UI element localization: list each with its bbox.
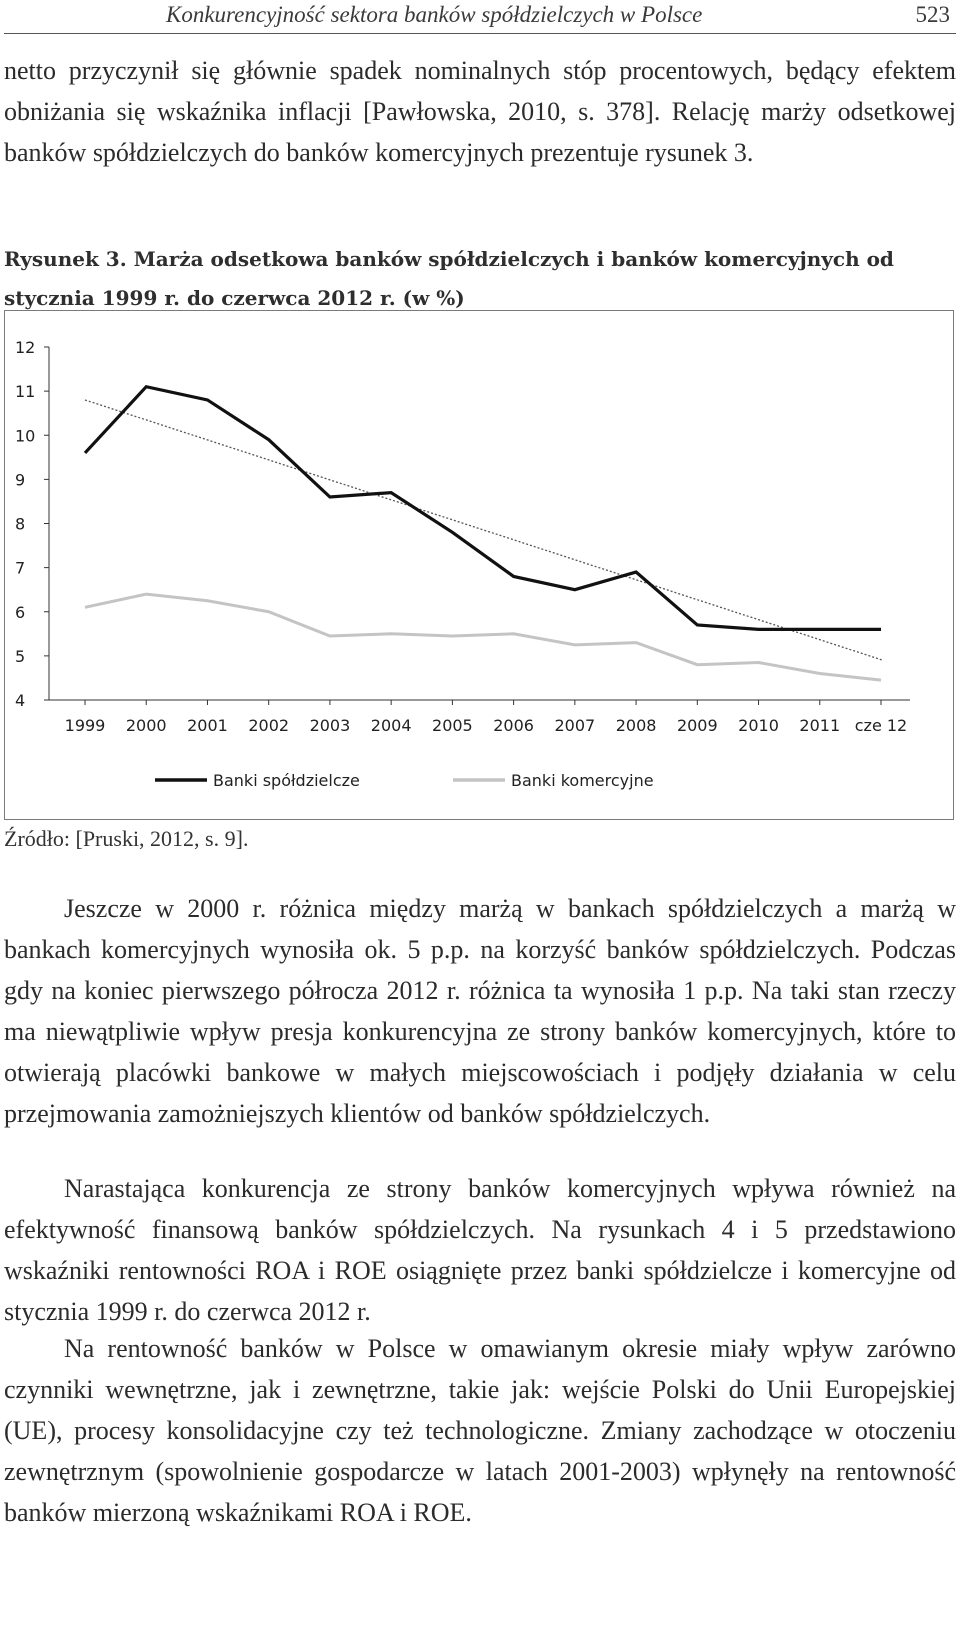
figure-source: Źródło: [Pruski, 2012, s. 9].	[4, 826, 249, 851]
y-tick-label: 11	[15, 382, 36, 402]
y-tick-label: 9	[15, 470, 26, 490]
header-rule	[4, 33, 956, 34]
x-tick-label: 2009	[676, 716, 718, 735]
x-tick-label: 2004	[370, 716, 412, 735]
x-tick-label: cze 12	[854, 716, 908, 735]
trendline	[85, 400, 883, 660]
y-tick-label: 8	[15, 514, 26, 534]
legend-commercial-label: Banki komercyjne	[511, 771, 654, 790]
interest-margin-chart	[5, 311, 955, 821]
y-tick-label: 12	[15, 338, 36, 357]
paragraph-competition: Narastająca konkurencja ze strony banków komercyjnych wpływa również na efektywność finansową banków spółdzielczych. Na rysunkach 4 i 5 przedstawiono wskaźniki rentowności ROA i ROE osiągnięte przez banki spółdzielcze i komercyjne od stycznia 1999 r. do czerwca 2012 r.	[4, 1174, 956, 1326]
figure-caption: Rysunek 3. Marża odsetkowa banków spółdzielczych i banków komercyjnych od stycznia 1999 r. do czerwca 2012 r. (w %)	[4, 247, 894, 310]
paragraph-intro: netto przyczynił się głównie spadek nominalnych stóp procentowych, będący efektem obniżania się wskaźnika inflacji [Pawłowska, 2010, s. 378]. Relację marży odsetkowej banków spółdzielczych do banków komercyjnych prezentuje rysunek 3.	[4, 56, 956, 167]
x-tick-label: 2001	[187, 716, 228, 735]
page-header	[0, 0, 960, 34]
y-tick-label: 5	[15, 646, 26, 666]
y-tick-label: 10	[15, 426, 36, 446]
x-tick-label: 2005	[432, 716, 473, 735]
page-number: 523	[915, 2, 950, 27]
paragraph-profitability: Na rentowność banków w Polsce w omawianym okresie miały wpływ zarówno czynniki wewnętrzne, jak i zewnętrzne, takie jak: wejście Polski do Unii Europejskiej (UE), procesy konsolidacyjne czy też technologiczne. Zmiany zachodzące w otoczeniu zewnętrznym (spowolnienie gospodarcze w latach 2001-2003) wpłynęły na rentowność banków mierzoną wskaźnikami ROA i ROE.	[4, 1334, 956, 1527]
x-tick-label: 1999	[64, 716, 106, 735]
chart-frame	[4, 310, 954, 820]
paragraph-margin-difference: Jeszcze w 2000 r. różnica między marżą w bankach spółdzielczych a marżą w bankach komercyjnych wynosiła ok. 5 p.p. na korzyść banków spółdzielczych. Podczas gdy na koniec pierwszego półrocza 2012 r. różnica ta wynosiła 1 p.p. Na taki stan rzeczy ma niewątpliwie wpływ presja konkurencyjna ze strony banków komercyjnych, które to otwierają placówki bankowe w małych miejscowościach i podjęły działania w celu przejmowania zamożniejszych klientów od banków spółdzielczych.	[4, 894, 956, 1128]
y-tick-label: 6	[15, 602, 26, 622]
running-title: Konkurencyjność sektora banków spółdzielczych w Polsce	[166, 2, 703, 27]
x-tick-label: 2002	[248, 716, 290, 735]
legend-cooperative-label: Banki spółdzielcze	[213, 771, 360, 790]
y-tick-label: 7	[15, 558, 26, 578]
x-tick-label: 2008	[615, 716, 657, 735]
x-tick-label: 2007	[554, 716, 596, 735]
x-tick-label: 2011	[799, 716, 841, 735]
y-tick-label: 4	[15, 691, 26, 710]
x-tick-label: 2000	[125, 716, 167, 735]
series-line-cooperative	[85, 387, 881, 630]
x-tick-label: 2006	[493, 716, 534, 735]
x-tick-label: 2003	[309, 716, 351, 735]
x-tick-label: 2010	[738, 716, 779, 735]
series-line-commercial	[85, 594, 881, 680]
